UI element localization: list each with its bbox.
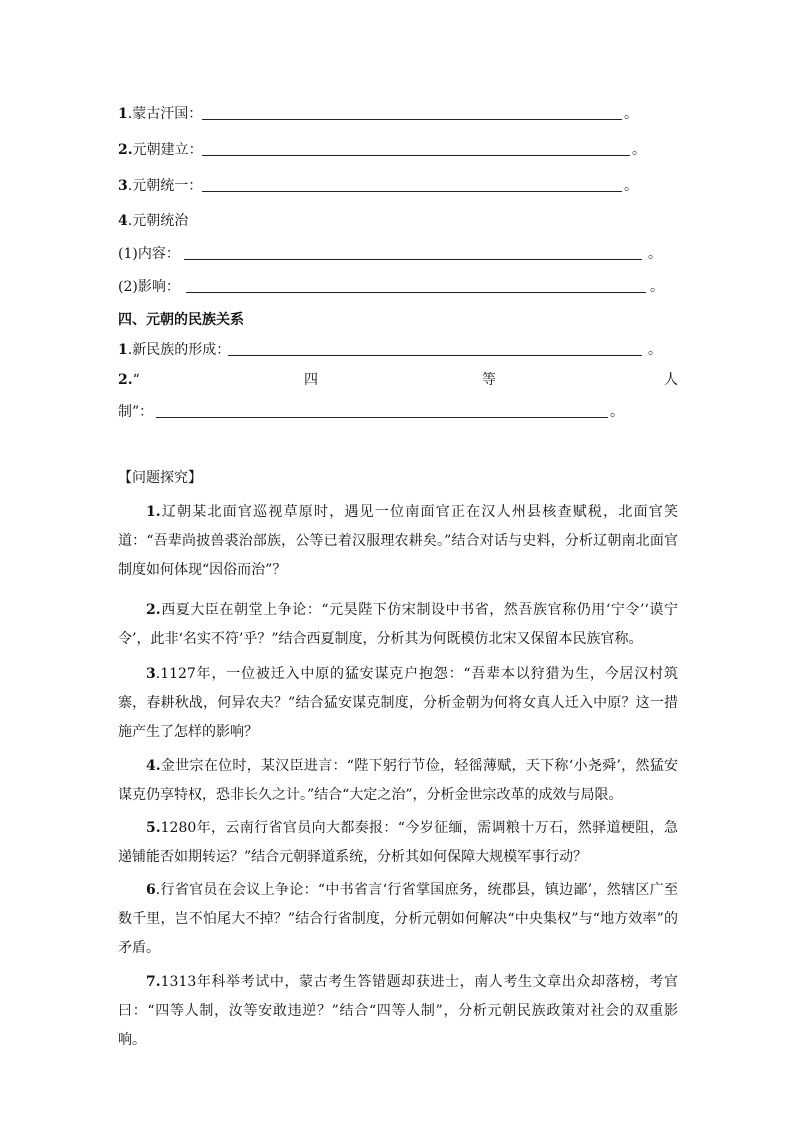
question-number: 3 <box>146 666 156 682</box>
question-text: 1280年，云南行省官员向大都奏报：“今岁征缅，需调粮十万石，然驿道梗阻，急递铺能否如期转运？”结合元朝驿道系统，分析其如何保障大规模军事行动？ <box>118 820 678 865</box>
item-number: 2. <box>118 372 133 388</box>
question-text: 1313年科举考试中，蒙古考生答错题却获进士，南人考生文章出众却落榜，考官曰：“四等人制，汝等安敢违逆？”结合“四等人制”，分析元朝民族政策对社会的双重影响。 <box>118 974 678 1048</box>
inquiry-heading: 【问题探究】 <box>118 470 202 486</box>
item-label: (2)影响： <box>118 279 180 295</box>
item-label: (1)内容： <box>118 246 180 262</box>
section4-item-2-cont <box>118 402 153 422</box>
question-2 <box>118 596 678 654</box>
question-number: 1. <box>146 504 161 520</box>
item-end-mark: 。 <box>648 246 662 262</box>
item-label-part: 人 <box>664 372 678 388</box>
item-label: .元朝统一： <box>127 178 203 194</box>
question-1 <box>118 498 678 585</box>
item-label-part: 四 <box>304 372 318 388</box>
item-label: 元朝建立： <box>132 142 203 158</box>
answer-blank-line[interactable] <box>186 292 646 293</box>
question-text: .1127年，一位被迁入中原的猛安谋克户抱怨：“吾辈本以狩猎为生，今居汉村筑寨，春耕秋战，何异农夫？”结合猛安谋克制度，分析金朝为何将女真人迁入中原？这一措施产生了怎样的影响？ <box>118 666 678 740</box>
answer-blank-line[interactable] <box>202 119 622 120</box>
item-label-part: 等 <box>482 372 496 388</box>
answer-blank-line[interactable] <box>184 259 642 260</box>
section-heading: 四、元朝的民族关系 <box>118 312 244 328</box>
answer-blank-line[interactable] <box>228 355 642 356</box>
item-label: .新民族的形成： <box>127 342 231 358</box>
item-label: 制”： <box>118 404 154 420</box>
item-end-mark: 。 <box>624 106 638 122</box>
question-text: 西夏大臣在朝堂上争论：“元昊陛下仿宋制设中书省，然吾族官称仍用‘宁令’‘谟宁令’，此非‘名实不符’乎？”结合西夏制度，分析其为何既模仿北宋又保留本民族官称。 <box>118 602 678 647</box>
question-6 <box>118 876 678 963</box>
section4-item-1 <box>118 340 230 360</box>
answer-blank-line[interactable] <box>156 417 608 418</box>
item-end-mark: 。 <box>650 279 664 295</box>
question-text: 金世宗在位时，某汉臣进言：“陛下躬行节俭，轻徭薄赋，天下称‘小尧舜’，然猛安谋克仍享特权，恐非长久之计。”结合“大定之治”，分析金世宗改革的成效与局限。 <box>118 758 678 803</box>
item-number: 4 <box>118 213 128 229</box>
item-label: .元朝统治 <box>127 213 189 229</box>
question-number: 5. <box>146 820 161 836</box>
item-label-part: “ <box>132 372 140 388</box>
item-end-mark: 。 <box>648 342 662 358</box>
item-end-mark: 。 <box>610 404 624 420</box>
section4-item-2 <box>118 370 678 390</box>
question-4 <box>118 752 678 810</box>
fill-item-4 <box>118 211 188 231</box>
question-number: 7. <box>146 974 161 990</box>
question-number: 2. <box>146 602 161 618</box>
question-text: 辽朝某北面官巡视草原时，遇见一位南面官正在汉人州县核查赋税，北面官笑道：“吾辈尚披兽裘治部族，公等已着汉服理农耕矣。”结合对话与史料，分析辽朝南北面官制度如何体现“因俗而治”？ <box>118 504 678 578</box>
question-text: .行省官员在会议上争论：“中书省言‘行省掌国庶务，统郡县，镇边鄙’，然辖区广至数千里，岂不怕尾大不掉？”结合行省制度，分析元朝如何解决“中央集权”与“地方效率”的矛盾。 <box>118 882 678 956</box>
item-number: 2. <box>118 142 133 158</box>
item-end-mark: 。 <box>632 142 646 158</box>
fill-item-4-2 <box>118 277 180 297</box>
question-number: 4. <box>146 758 161 774</box>
question-number: 6 <box>146 882 156 898</box>
item-number: 1 <box>118 342 128 358</box>
question-7 <box>118 968 678 1055</box>
fill-item-1 <box>118 104 202 124</box>
fill-item-2 <box>118 140 203 160</box>
question-3 <box>118 660 678 747</box>
item-label: .蒙古汗国： <box>127 106 203 122</box>
question-5 <box>118 814 678 872</box>
answer-blank-line[interactable] <box>202 191 622 192</box>
item-number: 3 <box>118 178 128 194</box>
fill-item-4-1 <box>118 244 180 264</box>
item-end-mark: 。 <box>624 178 638 194</box>
answer-blank-line[interactable] <box>202 155 630 156</box>
fill-item-3 <box>118 176 202 196</box>
item-number: 1 <box>118 106 128 122</box>
